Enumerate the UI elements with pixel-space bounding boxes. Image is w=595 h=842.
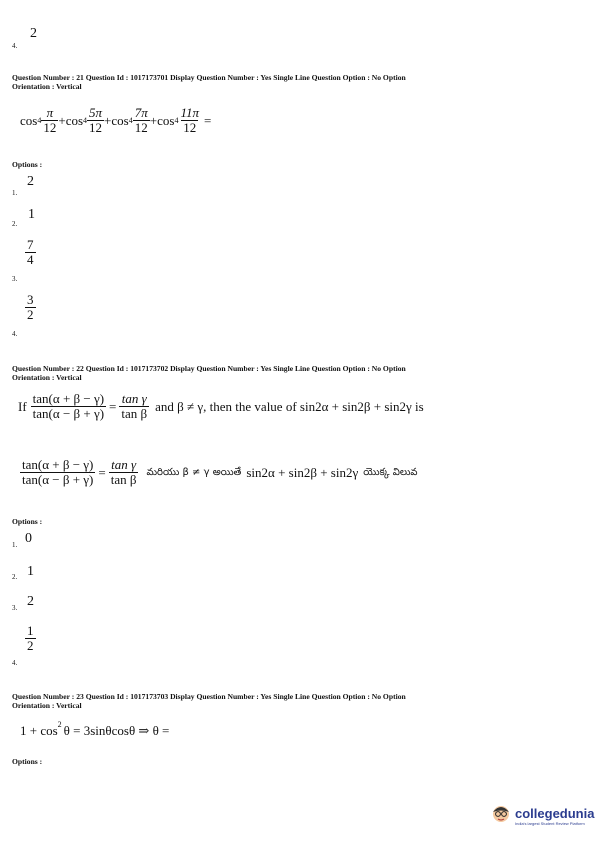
q23-options-label: Options : (12, 757, 43, 766)
q22-header-line1: Question Number : 22 Question Id : 1017173702 Display Question Number : Yes Single Line Question Option : No Option (12, 364, 406, 373)
q22-option-4-value[interactable]: $\frac{1}{2}$ (27, 623, 34, 653)
q21-option-4-number: 4. (12, 330, 18, 338)
q21-option-4-value[interactable]: $\frac{3}{2}$ (27, 292, 34, 322)
q22-option-2-number: 2. (12, 573, 18, 581)
q21-option-3-number: 3. (12, 275, 18, 283)
q21-option-1-value[interactable]: 2 (27, 174, 34, 189)
q22-options-label: Options : (12, 517, 43, 526)
q21-option-2-value[interactable]: 1 (28, 207, 35, 222)
logo-brand-text: collegedunia (515, 805, 595, 821)
collegedunia-logo (490, 802, 594, 829)
q22-option-1-number: 1. (12, 541, 18, 549)
q22-option-1-value[interactable]: 0 (25, 531, 32, 546)
q23-header-line2: Orientation : Vertical (12, 701, 82, 710)
q22-english-question: If $\frac{\tan(\alpha + \beta - \gamma)}{\tan(\alpha - \beta + \gamma)}$ = $\frac{\text{tan γ}}{\text{tan β}}$ and β ≠ γ, then the value of sin2α + sin2β + sin2γ is (18, 391, 424, 421)
q21-header (12, 73, 587, 91)
logo-tagline: India's largest Student Review Platform (515, 820, 585, 826)
q21-option-1-number: 1. (12, 189, 18, 197)
q22-option-3-value[interactable]: 2 (27, 594, 34, 609)
q22-option-3-number: 3. (12, 604, 18, 612)
q21-expression: cos 4 $\frac{\pi}{12}$ + cos 4 $\frac{5\pi}{12}$ + cos 4 $\frac{7\pi}{12}$ + cos 4 $\frac{11\pi}{12}$ = (20, 105, 212, 135)
q23-header (12, 692, 587, 710)
student-mascot-icon (490, 802, 512, 829)
q21-header-line1: Question Number : 21 Question Id : 1017173701 Display Question Number : Yes Single Line Question Option : No Option (12, 73, 406, 82)
q22-option-2-value[interactable]: 1 (27, 564, 34, 579)
q21-option-2-number: 2. (12, 220, 18, 228)
q22-telugu-question: $\frac{\tan(\alpha + \beta - \gamma)}{\tan(\alpha - \beta + \gamma)}$ = $\frac{\text{tan γ}}{\text{tan β}}$ మరియు β ≠ γ అయితే sin2α + sin2β + sin2γ యొక్క విలువ (22, 457, 418, 487)
q21-header-line2: Orientation : Vertical (12, 82, 82, 91)
q22-option-4-number: 4. (12, 659, 18, 667)
q21-options-label: Options : (12, 160, 43, 169)
q22-header (12, 364, 587, 382)
top-option-number: 4. (12, 42, 18, 50)
q23-header-line1: Question Number : 23 Question Id : 1017173703 Display Question Number : Yes Single Line Question Option : No Option (12, 692, 406, 701)
q22-header-line2: Orientation : Vertical (12, 373, 82, 382)
top-option-value: 2 (30, 26, 37, 41)
q21-option-3-value[interactable]: $\frac{7}{4}$ (27, 237, 34, 267)
q23-expression: $1 + \cos^2 \theta = 3\sin\theta\cos\theta$ ⇒ θ = (20, 720, 170, 738)
